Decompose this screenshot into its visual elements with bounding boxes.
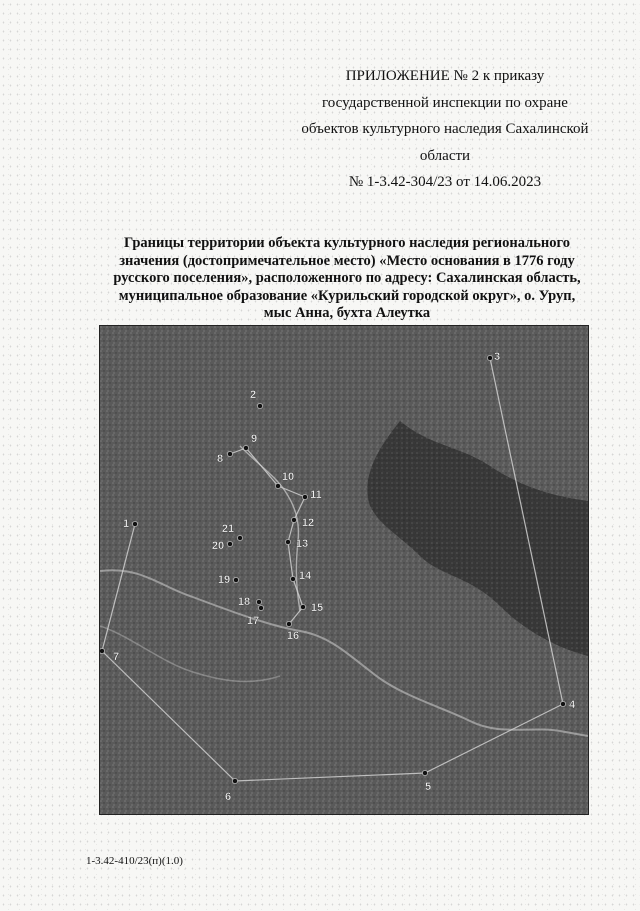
point-marker-14 bbox=[290, 576, 295, 581]
title-line-5: мыс Анна, бухта Алеутка bbox=[263, 305, 431, 321]
title-line-3: русского поселения», расположенного по адресу: Сахалинская область, bbox=[113, 270, 581, 286]
title-line-1: Границы территории объекта культурного наследия регионального bbox=[124, 235, 570, 251]
point-label-13: 13 bbox=[295, 538, 309, 550]
point-label-21: 21 bbox=[221, 523, 235, 535]
point-marker-21 bbox=[237, 535, 242, 540]
title-line-4: муниципальное образование «Курильский городской округ», о. Уруп, bbox=[118, 287, 576, 304]
point-label-9: 9 bbox=[250, 433, 258, 445]
point-label-19: 19 bbox=[217, 574, 231, 586]
point-label-10: 10 bbox=[281, 471, 295, 483]
point-marker-16 bbox=[286, 621, 291, 626]
point-marker-20 bbox=[227, 541, 232, 546]
territory-map bbox=[99, 325, 589, 815]
header-line-2: государственной инспекции по охране bbox=[322, 94, 568, 111]
point-label-15: 15 bbox=[310, 602, 324, 614]
point-marker-1 bbox=[132, 521, 137, 526]
header-line-3: объектов культурного наследия Сахалинской bbox=[301, 121, 589, 137]
point-marker-9 bbox=[243, 445, 248, 450]
point-label-3: 3 bbox=[493, 351, 501, 363]
point-marker-17 bbox=[258, 605, 263, 610]
title-line-2: значения (достопримечательное место) «Место основания в 1776 году bbox=[119, 252, 575, 269]
header-line-1: ПРИЛОЖЕНИЕ № 2 к приказу bbox=[345, 68, 545, 84]
point-label-20: 20 bbox=[211, 540, 225, 552]
point-label-4: 4 bbox=[568, 699, 576, 711]
appendix-header bbox=[290, 63, 600, 196]
point-label-6: 6 bbox=[224, 791, 232, 803]
point-label-12: 12 bbox=[301, 517, 315, 529]
point-marker-6 bbox=[232, 778, 237, 783]
point-marker-18 bbox=[256, 599, 261, 604]
point-label-14: 14 bbox=[298, 570, 312, 582]
point-marker-15 bbox=[300, 604, 305, 609]
point-marker-5 bbox=[422, 770, 427, 775]
point-label-16: 16 bbox=[286, 630, 300, 642]
point-label-5: 5 bbox=[424, 781, 432, 793]
point-marker-10 bbox=[275, 483, 280, 488]
point-label-7: 7 bbox=[112, 651, 120, 663]
point-marker-2 bbox=[257, 403, 262, 408]
point-label-1: 1 bbox=[122, 518, 130, 530]
point-marker-4 bbox=[560, 701, 565, 706]
point-marker-3 bbox=[487, 355, 492, 360]
map-svg bbox=[100, 326, 588, 814]
point-marker-11 bbox=[302, 494, 307, 499]
point-marker-8 bbox=[227, 451, 232, 456]
point-label-11: 11 bbox=[310, 489, 322, 501]
point-marker-12 bbox=[291, 517, 296, 522]
point-label-17: 17 bbox=[246, 615, 260, 627]
point-marker-13 bbox=[285, 539, 290, 544]
point-label-8: 8 bbox=[216, 453, 224, 465]
document-code: 1-3.42-410/23(п)(1.0) bbox=[86, 855, 183, 867]
header-line-5: № 1-3.42-304/23 от 14.06.2023 bbox=[348, 174, 542, 190]
document-title bbox=[92, 235, 602, 323]
point-marker-7 bbox=[100, 648, 105, 653]
point-label-2: 2 bbox=[249, 389, 257, 401]
point-label-18: 18 bbox=[237, 596, 251, 608]
header-line-4: области bbox=[419, 147, 471, 164]
point-marker-19 bbox=[233, 577, 238, 582]
